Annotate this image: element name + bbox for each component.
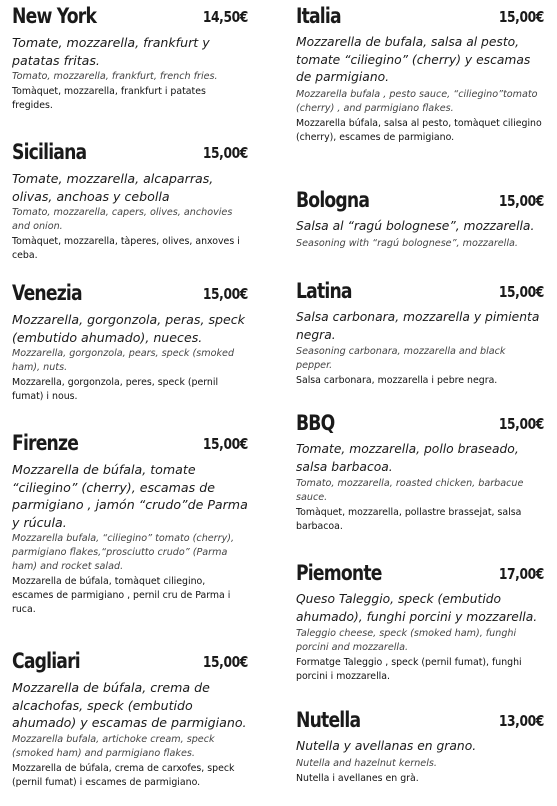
item-price: 15,00€ bbox=[202, 435, 248, 453]
description-catalan: Mozzarella de búfala, tomàquet ciliegino, escames de parmigiano , pernil cru de Parma i ruca. bbox=[12, 576, 231, 615]
item-name: BBQ bbox=[296, 411, 335, 435]
item-name: Nutella bbox=[296, 708, 361, 732]
description-english: Seasoning with “ragú bolognese”, mozzarella. bbox=[296, 237, 518, 249]
description-spanish: Mozzarella, gorgonzola, peras, speck (embutido ahumado), nueces. bbox=[12, 312, 245, 345]
menu-item-nutella bbox=[296, 708, 544, 786]
item-name: New York bbox=[12, 4, 97, 28]
item-name: Latina bbox=[296, 279, 352, 303]
description-spanish: Tomate, mozzarella, frankfurt y patatas fritas. bbox=[12, 35, 210, 68]
description-english: Mozzarella, gorgonzola, pears, speck (smoked ham), nuts. bbox=[12, 348, 235, 373]
description-spanish: Mozzarella de búfala, tomate “ciliegino” (cherry), escamas de parmigiano , jamón “crudo”de Parma y rúcula. bbox=[12, 462, 248, 530]
description-english: Mozzarella bufala , pesto sauce, “ciliegino”tomato (cherry) , and parmigiano flakes. bbox=[296, 88, 538, 114]
item-name: Firenze bbox=[12, 431, 79, 455]
description-english: Tomato, mozzarella, roasted chicken, barbacue sauce. bbox=[296, 478, 524, 503]
menu-item-piemonte bbox=[296, 561, 544, 684]
item-price: 15,00€ bbox=[202, 144, 248, 162]
menu-item-bbq bbox=[296, 411, 544, 534]
description-spanish: Mozzarella de búfala, crema de alcachofas, speck (embutido ahumado) y escamas de parmigiano. bbox=[12, 680, 247, 730]
description-catalan: Nutella i avellanes en grà. bbox=[296, 772, 419, 784]
item-name: Italia bbox=[296, 4, 341, 28]
item-price: 15,00€ bbox=[202, 653, 248, 671]
description-spanish: Tomate, mozzarella, pollo braseado, salsa barbacoa. bbox=[296, 442, 519, 474]
description-spanish: Mozzarella de bufala, salsa al pesto, tomate “ciliegino” (cherry) y escamas de parmigiano. bbox=[296, 35, 531, 84]
item-price: 15,00€ bbox=[202, 285, 248, 303]
menu-item-latina bbox=[296, 279, 544, 388]
menu-item-bologna bbox=[296, 188, 544, 251]
item-price: 13,00€ bbox=[498, 712, 544, 730]
description-english: Tomato, mozzarella, capers, olives, anchovies and onion. bbox=[12, 207, 233, 232]
description-catalan: Formatge Taleggio , speck (pernil fumat), funghi porcini i mozzarella. bbox=[296, 657, 522, 682]
menu-item-firenze bbox=[12, 431, 248, 617]
item-price: 17,00€ bbox=[498, 565, 544, 583]
menu-item-new-york bbox=[12, 4, 248, 113]
menu-item-venezia bbox=[12, 281, 248, 404]
item-name: Bologna bbox=[296, 188, 370, 212]
description-spanish: Salsa al “ragú bolognese”, mozzarella. bbox=[296, 219, 535, 233]
menu-item-cagliari bbox=[12, 649, 248, 790]
description-spanish: Salsa carbonara, mozzarella y pimienta negra. bbox=[296, 310, 540, 342]
description-spanish: Nutella y avellanas en grano. bbox=[296, 739, 477, 753]
description-spanish: Tomate, mozzarella, alcaparras, olivas, anchoas y cebolla bbox=[12, 171, 214, 204]
item-name: Piemonte bbox=[296, 561, 382, 585]
menu-item-siciliana bbox=[12, 140, 248, 263]
description-spanish: Queso Taleggio, speck (embutido ahumado), funghi porcini y mozzarella. bbox=[296, 592, 538, 624]
description-catalan: Mozzarella búfala, salsa al pesto, tomàquet ciliegino (cherry), escames de parmigiano. bbox=[296, 117, 542, 143]
item-name: Venezia bbox=[12, 281, 82, 305]
item-price: 15,00€ bbox=[498, 8, 544, 26]
description-catalan: Tomàquet, mozzarella, tàperes, olives, anxoves i ceba. bbox=[12, 236, 240, 261]
description-english: Tomato, mozzarella, frankfurt, french fries. bbox=[12, 71, 218, 82]
description-catalan: Mozzarella, gorgonzola, peres, speck (pernil fumat) i nous. bbox=[12, 377, 219, 402]
description-english: Mozzarella bufala, artichoke cream, speck (smoked ham) and parmigiano flakes. bbox=[12, 733, 215, 759]
description-english: Nutella and hazelnut kernels. bbox=[296, 757, 437, 769]
description-catalan: Salsa carbonara, mozzarella i pebre negra. bbox=[296, 375, 498, 386]
item-name: Siciliana bbox=[12, 140, 87, 164]
item-price: 15,00€ bbox=[498, 192, 544, 210]
description-english: Taleggio cheese, speck (smoked ham), funghi porcini and mozzarella. bbox=[296, 628, 517, 653]
description-catalan: Tomàquet, mozzarella, frankfurt i patates fregides. bbox=[12, 86, 206, 111]
description-english: Seasoning carbonara, mozzarella and black pepper. bbox=[296, 346, 506, 371]
item-name: Cagliari bbox=[12, 649, 80, 673]
description-catalan: Tomàquet, mozzarella, pollastre brassejat, salsa barbacoa. bbox=[296, 507, 522, 532]
description-english: Mozzarella bufala, “ciliegino” tomato (cherry), parmigiano flakes,“prosciutto crudo” (Parma ham) and rocket salad. bbox=[12, 533, 235, 572]
item-price: 15,00€ bbox=[498, 283, 544, 301]
description-catalan: Mozzarella de búfala, crema de carxofes, speck (pernil fumat) i escames de parmigiano. bbox=[12, 762, 235, 788]
item-price: 15,00€ bbox=[498, 415, 544, 433]
item-price: 14,50€ bbox=[202, 8, 248, 26]
menu-item-italia bbox=[296, 4, 544, 145]
